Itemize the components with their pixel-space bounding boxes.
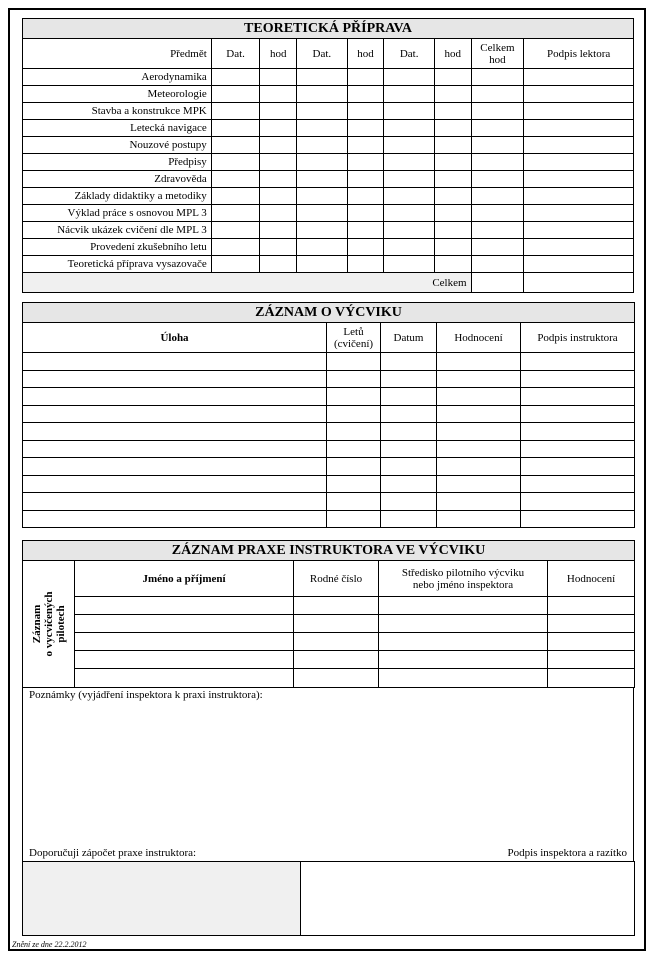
flights-cell[interactable] bbox=[327, 458, 381, 476]
total-hours-cell[interactable] bbox=[471, 69, 524, 86]
inspector-signature-box[interactable] bbox=[301, 862, 635, 936]
training-row bbox=[23, 423, 635, 441]
date-cell[interactable] bbox=[297, 239, 348, 256]
training-row bbox=[23, 353, 635, 371]
signature-cell[interactable] bbox=[521, 423, 635, 441]
hours-cell[interactable] bbox=[435, 86, 472, 103]
date-cell[interactable] bbox=[297, 205, 348, 222]
subject-label: Základy didaktiky a metodiky bbox=[23, 188, 212, 205]
flights-cell[interactable] bbox=[327, 405, 381, 423]
hours-cell[interactable] bbox=[347, 154, 384, 171]
signature-cell[interactable] bbox=[521, 458, 635, 476]
signature-cell[interactable] bbox=[524, 154, 634, 171]
evaluation-cell[interactable] bbox=[437, 423, 521, 441]
hours-cell[interactable] bbox=[347, 86, 384, 103]
subject-row bbox=[23, 188, 634, 205]
subject-row bbox=[23, 86, 634, 103]
subject-label: Provedení zkušebního letu bbox=[23, 239, 212, 256]
subject-label: Nouzové postupy bbox=[23, 137, 212, 154]
signature-cell[interactable] bbox=[521, 475, 635, 493]
task-cell[interactable] bbox=[23, 458, 327, 476]
training-date-header: Datum bbox=[381, 323, 437, 353]
hours-cell[interactable] bbox=[435, 205, 472, 222]
hours-header-1: hod bbox=[260, 39, 297, 69]
practice-row bbox=[23, 651, 635, 669]
date-cell[interactable] bbox=[211, 256, 260, 273]
flights-header-line2: (cvičení) bbox=[333, 337, 374, 350]
theory-table bbox=[22, 18, 634, 293]
signature-cell[interactable] bbox=[524, 171, 634, 188]
name-cell[interactable] bbox=[75, 669, 294, 688]
date-cell[interactable] bbox=[211, 222, 260, 239]
subject-label: Aerodynamika bbox=[23, 69, 212, 86]
subject-label: Meteorologie bbox=[23, 86, 212, 103]
flights-header-line1: Letů bbox=[343, 325, 364, 338]
training-header-row bbox=[23, 323, 635, 353]
training-row bbox=[23, 370, 635, 388]
subject-label: Stavba a konstrukce MPK bbox=[23, 103, 212, 120]
signature-cell[interactable] bbox=[524, 86, 634, 103]
hours-cell[interactable] bbox=[260, 222, 297, 239]
task-cell[interactable] bbox=[23, 510, 327, 528]
date-cell[interactable] bbox=[384, 86, 435, 103]
name-header: Jméno a příjmení bbox=[75, 561, 294, 597]
hours-cell[interactable] bbox=[435, 222, 472, 239]
signature-cell[interactable] bbox=[524, 239, 634, 256]
subject-row bbox=[23, 222, 634, 239]
signature-cell[interactable] bbox=[521, 388, 635, 406]
subject-row bbox=[23, 103, 634, 120]
date-cell[interactable] bbox=[381, 475, 437, 493]
center-cell[interactable] bbox=[379, 633, 548, 651]
training-center-header bbox=[379, 561, 548, 597]
evaluation-cell[interactable] bbox=[437, 510, 521, 528]
flights-cell[interactable] bbox=[327, 475, 381, 493]
subject-row bbox=[23, 137, 634, 154]
evaluation-cell[interactable] bbox=[548, 633, 635, 651]
date-cell[interactable] bbox=[384, 120, 435, 137]
task-cell[interactable] bbox=[23, 353, 327, 371]
theory-total-row bbox=[23, 273, 634, 293]
hours-header-3: hod bbox=[435, 39, 472, 69]
practice-header-row bbox=[23, 561, 635, 597]
date-cell[interactable] bbox=[384, 69, 435, 86]
total-hours-cell[interactable] bbox=[471, 188, 524, 205]
name-cell[interactable] bbox=[75, 615, 294, 633]
instructor-signature-header: Podpis instruktora bbox=[521, 323, 635, 353]
name-cell[interactable] bbox=[75, 597, 294, 615]
subject-label: Nácvik ukázek cvičení dle MPL 3 bbox=[23, 222, 212, 239]
date-cell[interactable] bbox=[384, 256, 435, 273]
date-cell[interactable] bbox=[211, 171, 260, 188]
date-cell[interactable] bbox=[211, 137, 260, 154]
subject-row bbox=[23, 154, 634, 171]
flights-cell[interactable] bbox=[327, 388, 381, 406]
hours-cell[interactable] bbox=[435, 188, 472, 205]
training-row bbox=[23, 493, 635, 511]
trained-pilots-side-label bbox=[23, 561, 75, 688]
date-cell[interactable] bbox=[211, 103, 260, 120]
evaluation-cell[interactable] bbox=[437, 353, 521, 371]
subject-row bbox=[23, 69, 634, 86]
subject-label: Letecká navigace bbox=[23, 120, 212, 137]
flights-cell[interactable] bbox=[327, 440, 381, 458]
center-cell[interactable] bbox=[379, 651, 548, 669]
revision-date: Znění ze dne 22.2.2012 bbox=[12, 940, 87, 949]
flights-cell[interactable] bbox=[327, 370, 381, 388]
training-table bbox=[22, 302, 635, 528]
signature-cell[interactable] bbox=[521, 510, 635, 528]
date-cell[interactable] bbox=[381, 353, 437, 371]
date-cell[interactable] bbox=[211, 86, 260, 103]
theory-header-row bbox=[23, 39, 634, 69]
date-cell[interactable] bbox=[297, 171, 348, 188]
hours-cell[interactable] bbox=[347, 69, 384, 86]
date-cell[interactable] bbox=[297, 154, 348, 171]
hours-cell[interactable] bbox=[347, 103, 384, 120]
date-cell[interactable] bbox=[211, 188, 260, 205]
date-cell[interactable] bbox=[211, 154, 260, 171]
birth-number-header: Rodné číslo bbox=[294, 561, 379, 597]
date-cell[interactable] bbox=[381, 405, 437, 423]
date-cell[interactable] bbox=[384, 154, 435, 171]
flights-cell[interactable] bbox=[327, 493, 381, 511]
date-cell[interactable] bbox=[211, 69, 260, 86]
hours-cell[interactable] bbox=[347, 188, 384, 205]
total-hours-cell[interactable] bbox=[471, 120, 524, 137]
practice-row bbox=[23, 615, 635, 633]
date-cell[interactable] bbox=[384, 222, 435, 239]
birth-number-cell[interactable] bbox=[294, 669, 379, 688]
evaluation-cell[interactable] bbox=[548, 669, 635, 688]
theory-total-label: Celkem bbox=[23, 273, 472, 293]
birth-number-cell[interactable] bbox=[294, 633, 379, 651]
signature-cell[interactable] bbox=[524, 205, 634, 222]
center-cell[interactable] bbox=[379, 669, 548, 688]
date-cell[interactable] bbox=[384, 188, 435, 205]
evaluation-cell[interactable] bbox=[548, 651, 635, 669]
evaluation-cell[interactable] bbox=[437, 493, 521, 511]
signature-cell[interactable] bbox=[521, 370, 635, 388]
hours-cell[interactable] bbox=[347, 205, 384, 222]
evaluation-cell[interactable] bbox=[437, 388, 521, 406]
hours-cell[interactable] bbox=[260, 137, 297, 154]
hours-cell[interactable] bbox=[260, 256, 297, 273]
subject-row bbox=[23, 239, 634, 256]
signature-cell[interactable] bbox=[524, 256, 634, 273]
date-cell[interactable] bbox=[381, 510, 437, 528]
hours-cell[interactable] bbox=[435, 120, 472, 137]
center-header-line1: Středisko pilotního výcviku bbox=[401, 566, 525, 579]
date-cell[interactable] bbox=[381, 458, 437, 476]
total-hours-header bbox=[471, 39, 524, 69]
total-hours-header-line2: hod bbox=[489, 53, 506, 66]
task-cell[interactable] bbox=[23, 440, 327, 458]
hours-cell[interactable] bbox=[347, 222, 384, 239]
hours-cell[interactable] bbox=[260, 120, 297, 137]
date-header-2: Dat. bbox=[297, 39, 348, 69]
hours-cell[interactable] bbox=[435, 137, 472, 154]
date-cell[interactable] bbox=[384, 239, 435, 256]
training-evaluation-header: Hodnocení bbox=[437, 323, 521, 353]
task-header: Úloha bbox=[23, 323, 327, 353]
hours-cell[interactable] bbox=[435, 69, 472, 86]
training-row bbox=[23, 405, 635, 423]
subject-row bbox=[23, 120, 634, 137]
subject-label: Zdravověda bbox=[23, 171, 212, 188]
theory-total-signature-cell[interactable] bbox=[524, 273, 634, 293]
training-row bbox=[23, 440, 635, 458]
hours-cell[interactable] bbox=[260, 205, 297, 222]
hours-cell[interactable] bbox=[260, 188, 297, 205]
birth-number-cell[interactable] bbox=[294, 651, 379, 669]
hours-cell[interactable] bbox=[435, 103, 472, 120]
hours-cell[interactable] bbox=[260, 239, 297, 256]
signature-cell[interactable] bbox=[524, 137, 634, 154]
signature-cell[interactable] bbox=[524, 188, 634, 205]
date-cell[interactable] bbox=[297, 86, 348, 103]
total-hours-cell[interactable] bbox=[471, 256, 524, 273]
evaluation-cell[interactable] bbox=[437, 440, 521, 458]
practice-title: ZÁZNAM PRAXE INSTRUKTORA VE VÝCVIKU bbox=[23, 541, 635, 561]
evaluation-cell[interactable] bbox=[437, 475, 521, 493]
date-cell[interactable] bbox=[384, 205, 435, 222]
inspector-notes-area[interactable] bbox=[22, 687, 634, 862]
training-row bbox=[23, 475, 635, 493]
center-header-line2: nebo jméno inspektora bbox=[412, 578, 514, 591]
task-cell[interactable] bbox=[23, 493, 327, 511]
subject-row bbox=[23, 171, 634, 188]
date-cell[interactable] bbox=[381, 370, 437, 388]
hours-cell[interactable] bbox=[435, 154, 472, 171]
hours-cell[interactable] bbox=[435, 239, 472, 256]
hours-cell[interactable] bbox=[435, 171, 472, 188]
date-cell[interactable] bbox=[211, 205, 260, 222]
notes-label: Poznámky (vyjádření inspektora k praxi instruktora): bbox=[29, 689, 263, 701]
date-cell[interactable] bbox=[297, 137, 348, 154]
date-cell[interactable] bbox=[384, 171, 435, 188]
evaluation-cell[interactable] bbox=[437, 405, 521, 423]
total-hours-header-line1: Celkem bbox=[480, 41, 515, 54]
training-row bbox=[23, 510, 635, 528]
hours-cell[interactable] bbox=[435, 256, 472, 273]
date-cell[interactable] bbox=[381, 493, 437, 511]
date-cell[interactable] bbox=[297, 256, 348, 273]
date-header-1: Dat. bbox=[211, 39, 260, 69]
total-hours-cell[interactable] bbox=[471, 86, 524, 103]
theory-total-hours-cell[interactable] bbox=[471, 273, 524, 293]
practice-table bbox=[22, 540, 635, 688]
total-hours-cell[interactable] bbox=[471, 171, 524, 188]
signature-cell[interactable] bbox=[521, 405, 635, 423]
subject-label: Předpisy bbox=[23, 154, 212, 171]
evaluation-cell[interactable] bbox=[548, 615, 635, 633]
date-cell[interactable] bbox=[297, 69, 348, 86]
practice-evaluation-header: Hodnocení bbox=[548, 561, 635, 597]
hours-cell[interactable] bbox=[260, 171, 297, 188]
hours-cell[interactable] bbox=[260, 86, 297, 103]
name-cell[interactable] bbox=[75, 651, 294, 669]
evaluation-cell[interactable] bbox=[437, 370, 521, 388]
inspector-signature-label: Podpis inspektora a razítko bbox=[507, 847, 627, 859]
hours-cell[interactable] bbox=[260, 69, 297, 86]
center-cell[interactable] bbox=[379, 597, 548, 615]
flights-cell[interactable] bbox=[327, 353, 381, 371]
bottom-boxes bbox=[22, 861, 635, 936]
date-cell[interactable] bbox=[384, 103, 435, 120]
training-title: ZÁZNAM O VÝCVIKU bbox=[23, 303, 635, 323]
date-cell[interactable] bbox=[297, 103, 348, 120]
signature-cell[interactable] bbox=[521, 440, 635, 458]
subject-header: Předmět bbox=[23, 39, 212, 69]
total-hours-cell[interactable] bbox=[471, 137, 524, 154]
total-hours-cell[interactable] bbox=[471, 239, 524, 256]
subject-row bbox=[23, 205, 634, 222]
practice-row bbox=[23, 597, 635, 615]
training-row bbox=[23, 458, 635, 476]
task-cell[interactable] bbox=[23, 370, 327, 388]
subject-label: Výklad práce s osnovou MPL 3 bbox=[23, 205, 212, 222]
task-cell[interactable] bbox=[23, 388, 327, 406]
signature-cell[interactable] bbox=[524, 120, 634, 137]
hours-cell[interactable] bbox=[347, 239, 384, 256]
subject-row bbox=[23, 256, 634, 273]
date-cell[interactable] bbox=[211, 239, 260, 256]
hours-cell[interactable] bbox=[260, 103, 297, 120]
date-cell[interactable] bbox=[384, 137, 435, 154]
hours-cell[interactable] bbox=[347, 171, 384, 188]
task-cell[interactable] bbox=[23, 405, 327, 423]
date-header-3: Dat. bbox=[384, 39, 435, 69]
evaluation-cell[interactable] bbox=[437, 458, 521, 476]
flights-header bbox=[327, 323, 381, 353]
lecturer-signature-header: Podpis lektora bbox=[524, 39, 634, 69]
evaluation-cell[interactable] bbox=[548, 597, 635, 615]
subject-label: Teoretická příprava vysazovače bbox=[23, 256, 212, 273]
training-row bbox=[23, 388, 635, 406]
date-cell[interactable] bbox=[381, 388, 437, 406]
recommend-label: Doporučuji zápočet praxe instruktora: bbox=[29, 847, 197, 859]
total-hours-cell[interactable] bbox=[471, 154, 524, 171]
signature-cell[interactable] bbox=[524, 222, 634, 239]
total-hours-cell[interactable] bbox=[471, 205, 524, 222]
side-label-line3: pilotech bbox=[54, 605, 67, 643]
flights-cell[interactable] bbox=[327, 510, 381, 528]
signature-cell[interactable] bbox=[524, 103, 634, 120]
date-cell[interactable] bbox=[297, 120, 348, 137]
center-cell[interactable] bbox=[379, 615, 548, 633]
theory-title: TEORETICKÁ PŘÍPRAVA bbox=[23, 19, 634, 39]
signature-cell[interactable] bbox=[524, 69, 634, 86]
practice-row bbox=[23, 669, 635, 688]
date-cell[interactable] bbox=[381, 440, 437, 458]
recommendation-box[interactable] bbox=[23, 862, 301, 936]
date-cell[interactable] bbox=[211, 120, 260, 137]
date-cell[interactable] bbox=[297, 222, 348, 239]
practice-row bbox=[23, 633, 635, 651]
side-label-line1: Záznam bbox=[30, 604, 43, 644]
hours-cell[interactable] bbox=[347, 256, 384, 273]
date-cell[interactable] bbox=[381, 423, 437, 441]
flights-cell[interactable] bbox=[327, 423, 381, 441]
date-cell[interactable] bbox=[297, 188, 348, 205]
task-cell[interactable] bbox=[23, 475, 327, 493]
signature-cell[interactable] bbox=[521, 353, 635, 371]
name-cell[interactable] bbox=[75, 633, 294, 651]
hours-header-2: hod bbox=[347, 39, 384, 69]
total-hours-cell[interactable] bbox=[471, 103, 524, 120]
total-hours-cell[interactable] bbox=[471, 222, 524, 239]
birth-number-cell[interactable] bbox=[294, 615, 379, 633]
hours-cell[interactable] bbox=[260, 154, 297, 171]
task-cell[interactable] bbox=[23, 423, 327, 441]
hours-cell[interactable] bbox=[347, 137, 384, 154]
signature-cell[interactable] bbox=[521, 493, 635, 511]
hours-cell[interactable] bbox=[347, 120, 384, 137]
side-label-line2: o vycvičených bbox=[42, 591, 55, 657]
birth-number-cell[interactable] bbox=[294, 597, 379, 615]
